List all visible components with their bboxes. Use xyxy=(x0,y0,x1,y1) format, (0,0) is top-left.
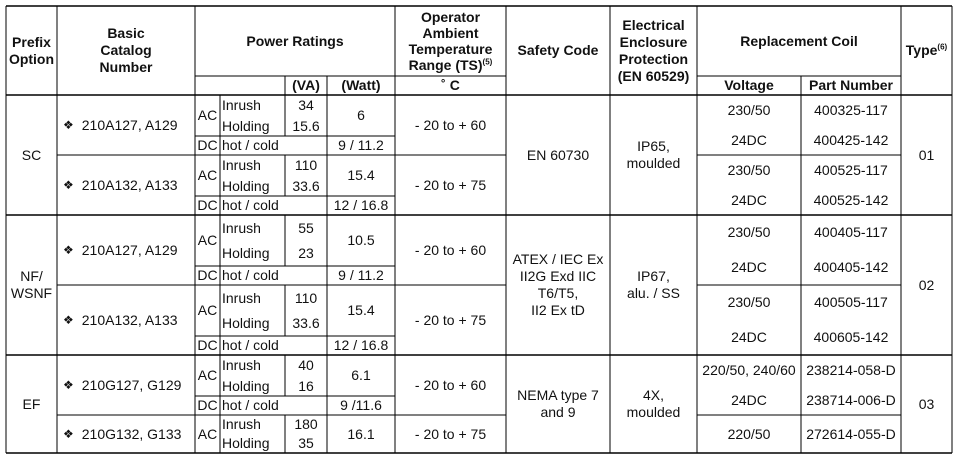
diamond-bullet-icon: ❖ xyxy=(63,242,74,257)
coil-part-number: 400405-142 xyxy=(813,259,889,275)
holding-va: 33.6 xyxy=(292,315,320,331)
coil-voltage: 230/50 xyxy=(727,101,771,118)
catalog-number-text: 210G132, G133 xyxy=(81,425,182,442)
holding-va: 33.6 xyxy=(292,177,320,194)
ac-label: AC xyxy=(197,367,218,383)
holding-label: Holding xyxy=(222,377,270,394)
coil-voltage: 24DC xyxy=(731,131,767,148)
coil-voltage: 24DC xyxy=(731,329,767,345)
catalog-number xyxy=(57,415,201,453)
coil-part-number: 400525-142 xyxy=(813,191,889,208)
header-temperature-unit: ˚ C xyxy=(441,77,460,93)
holding-label: Holding xyxy=(222,435,270,451)
ac-watt: 10.5 xyxy=(347,232,375,248)
header-replacement-coil: Replacement Coil xyxy=(740,32,858,49)
catalog-number-text: 210G127, G129 xyxy=(81,376,182,393)
holding-label: Holding xyxy=(222,117,270,134)
ac-label: AC xyxy=(197,167,218,183)
inrush-label: Inrush xyxy=(222,157,261,173)
inrush-va: 110 xyxy=(294,289,318,306)
operator-temperature-footnote: (5) xyxy=(482,57,493,67)
inrush-va: 110 xyxy=(294,157,318,173)
type-code: 02 xyxy=(918,276,935,293)
coil-part-number: 238214-058-D xyxy=(806,361,896,378)
inrush-label: Inrush xyxy=(222,289,261,306)
ac-label: AC xyxy=(197,232,218,248)
dc-watt: 9 / 11.2 xyxy=(338,137,384,153)
dc-hot-cold-label: hot / cold xyxy=(222,267,279,283)
catalog-number-text: 210A127, A129 xyxy=(81,241,178,258)
inrush-label: Inrush xyxy=(222,97,261,113)
holding-va: 15.6 xyxy=(292,117,320,134)
safety-code: ATEX / IEC Ex II2G Exd IIC T6/T5, II2 Ex tD xyxy=(512,251,604,318)
ac-label: AC xyxy=(197,425,218,442)
type-label: Type xyxy=(905,42,938,58)
dc-hot-cold-label: hot / cold xyxy=(222,137,279,153)
type-footnote: (6) xyxy=(937,42,948,52)
safety-code: NEMA type 7 and 9 xyxy=(517,387,599,420)
temperature-range: - 20 to + 60 xyxy=(414,241,487,258)
dc-hot-cold-label: hot / cold xyxy=(222,337,279,353)
temperature-range: - 20 to + 60 xyxy=(414,376,487,393)
coil-voltage: 230/50 xyxy=(727,224,771,240)
enclosure-protection: IP65, moulded xyxy=(626,138,681,171)
diamond-bullet-icon: ❖ xyxy=(63,117,74,132)
coil-part-number: 400525-117 xyxy=(814,161,888,178)
coil-part-number: 400605-142 xyxy=(813,329,889,345)
catalog-number-text: 210A132, A133 xyxy=(81,311,178,328)
dc-label: DC xyxy=(197,137,218,153)
enclosure-protection: IP67, alu. / SS xyxy=(627,268,680,301)
diamond-bullet-icon: ❖ xyxy=(63,377,74,392)
header-prefix-option: Prefix Option xyxy=(8,33,55,67)
coil-part-number: 238714-006-D xyxy=(806,391,896,408)
inrush-label: Inrush xyxy=(222,357,261,373)
ac-watt: 6 xyxy=(357,107,365,123)
coil-voltage: 24DC xyxy=(731,191,767,208)
inrush-label: Inrush xyxy=(222,416,261,432)
coil-part-number: 400425-142 xyxy=(813,131,889,148)
diamond-bullet-icon: ❖ xyxy=(63,312,74,327)
dc-watt: 12 / 16.8 xyxy=(333,197,389,213)
header-operator-temperature xyxy=(395,6,506,76)
holding-label: Holding xyxy=(222,177,270,194)
coil-voltage: 220/50 xyxy=(727,425,771,442)
type-code: 01 xyxy=(918,146,935,163)
ac-watt: 16.1 xyxy=(347,425,375,442)
coil-part-number: 272614-055-D xyxy=(806,425,896,442)
header-safety-code: Safety Code xyxy=(517,42,599,58)
inrush-va: 40 xyxy=(298,357,314,373)
header-watt: (Watt) xyxy=(341,77,381,93)
holding-va: 35 xyxy=(298,435,314,451)
holding-label: Holding xyxy=(222,245,270,261)
dc-label: DC xyxy=(197,397,218,413)
catalog-number xyxy=(57,155,201,215)
prefix-option: SC xyxy=(21,146,42,163)
holding-va: 23 xyxy=(298,245,314,261)
coil-voltage: 220/50, 240/60 xyxy=(702,361,796,378)
ac-watt: 15.4 xyxy=(347,302,375,318)
header-va: (VA) xyxy=(292,77,320,93)
inrush-va: 34 xyxy=(298,97,314,113)
prefix-option: EF xyxy=(22,395,41,412)
ac-label: AC xyxy=(197,302,218,318)
coil-part-number: 400505-117 xyxy=(814,294,888,310)
header-type xyxy=(901,6,952,95)
diamond-bullet-icon: ❖ xyxy=(63,177,74,192)
dc-watt: 9 /11.6 xyxy=(340,397,382,413)
prefix-option: NF/ WSNF xyxy=(10,268,53,301)
inrush-label: Inrush xyxy=(222,219,261,236)
dc-watt: 9 / 11.2 xyxy=(338,267,384,283)
holding-va: 16 xyxy=(298,377,314,394)
coil-part-number: 400405-117 xyxy=(814,224,888,240)
header-enclosure-protection: Electrical Enclosure Protection (EN 60529) xyxy=(617,16,690,84)
holding-label: Holding xyxy=(222,315,270,331)
inrush-va: 55 xyxy=(298,219,314,236)
dc-label: DC xyxy=(197,267,218,283)
ac-watt: 15.4 xyxy=(347,167,375,183)
catalog-number xyxy=(57,285,201,355)
ac-watt: 6.1 xyxy=(351,367,371,383)
inrush-va: 180 xyxy=(294,416,318,432)
catalog-number xyxy=(57,215,201,285)
temperature-range: - 20 to + 60 xyxy=(414,116,487,133)
operator-temperature-label: Operator Ambient Temperature Range (TS) xyxy=(408,9,493,73)
catalog-number-text: 210A132, A133 xyxy=(81,176,178,193)
temperature-range: - 20 to + 75 xyxy=(414,425,487,442)
temperature-range: - 20 to + 75 xyxy=(414,311,487,328)
dc-hot-cold-label: hot / cold xyxy=(222,397,279,413)
header-voltage: Voltage xyxy=(724,77,774,93)
temperature-range: - 20 to + 75 xyxy=(414,176,487,193)
dc-hot-cold-label: hot / cold xyxy=(222,197,279,213)
coil-voltage: 24DC xyxy=(731,259,767,275)
coil-voltage: 24DC xyxy=(731,391,767,408)
catalog-number xyxy=(57,355,201,415)
dc-label: DC xyxy=(197,197,218,213)
dc-label: DC xyxy=(197,337,218,353)
header-part-number: Part Number xyxy=(808,77,894,93)
coil-voltage: 230/50 xyxy=(727,161,771,178)
header-basic-catalog-number: Basic Catalog Number xyxy=(99,25,153,75)
coil-part-number: 400325-117 xyxy=(814,101,888,118)
catalog-number-text: 210A127, A129 xyxy=(81,116,178,133)
header-power-ratings: Power Ratings xyxy=(246,32,344,49)
type-code: 03 xyxy=(918,395,935,412)
dc-watt: 12 / 16.8 xyxy=(333,337,389,353)
safety-code: EN 60730 xyxy=(526,146,590,163)
enclosure-protection: 4X, moulded xyxy=(626,387,681,420)
catalog-number xyxy=(57,95,201,155)
coil-voltage: 230/50 xyxy=(727,294,771,310)
diamond-bullet-icon: ❖ xyxy=(63,426,74,441)
ac-label: AC xyxy=(197,107,218,123)
